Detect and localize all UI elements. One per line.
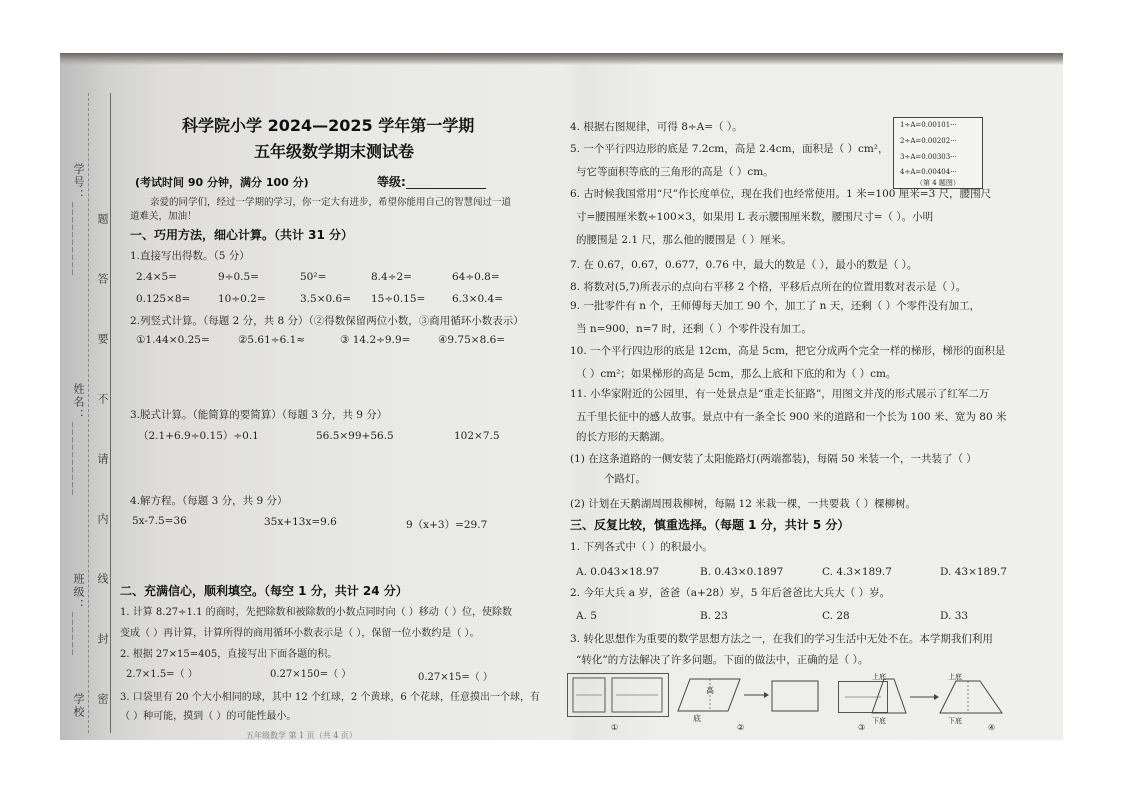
- calc-item: 3.5×0.6=: [300, 293, 351, 305]
- fill-q11-line2: 五千里长征中的感人故事。景点中有一条全长 900 米的道路和一个长为 100 米、宽为 80 米: [576, 411, 1007, 423]
- exam-title: 科学院小学 2024—2025 学年第一学期: [182, 116, 475, 135]
- binding-line: [88, 93, 90, 733]
- side-name-label: 姓名：__________: [72, 383, 85, 497]
- vertical-calc-item: ②5.61÷6.1≈: [238, 334, 306, 346]
- q4-title: 4.解方程。（每题 3 分，共 9 分）: [130, 495, 288, 507]
- pattern-line: 2÷A=0.00202···: [900, 137, 957, 145]
- figure-word: 下底: [872, 717, 886, 725]
- option-figure-4: [870, 671, 1010, 719]
- pattern-line: 3÷A=0.00303···: [900, 153, 957, 161]
- fill-q11-sub1-line1: (1) 在这条道路的一侧安装了太阳能路灯(两端都装)，每隔 50 米装一个，一共装了（ ）: [570, 453, 977, 465]
- calc-item: 9÷0.5=: [218, 271, 259, 283]
- choice-option: D. 33: [940, 610, 969, 622]
- vertical-calc-item: ①1.44×0.25=: [136, 334, 210, 346]
- pattern-caption: （第 4 题图）: [916, 179, 960, 187]
- binding-margin: [60, 53, 120, 740]
- seal-word: 封: [96, 633, 109, 646]
- fill-q11-line1: 11. 小华家附近的公园里，有一处景点是“重走长征路”，用图文并茂的形式展示了红军二万: [570, 388, 990, 400]
- choice-q3-line1: 3. 转化思想作为重要的数学思想方法之一，在我们的学习生活中无处不在。本学期我们利用: [570, 633, 993, 645]
- choice-q2: 2. 今年大兵 a 岁，爸爸（a+28）岁，5 年后爸爸比大兵大（ ）岁。: [570, 587, 891, 599]
- equation-item: 5x-7.5=36: [132, 515, 187, 527]
- calc-item: 10÷0.2=: [218, 293, 266, 305]
- seal-word: 要: [96, 333, 109, 346]
- fill-q4: 4. 根据右图规律，可得 8÷A=（ ）。: [570, 121, 743, 133]
- exam-paper: [60, 53, 1063, 740]
- fill-q9-line1: 9. 一批零件有 n 个，王师傅每天加工 90 个，加工了 n 天，还剩（ ）个零件没有加工，: [570, 300, 981, 312]
- exam-info: (考试时间 90 分钟，满分 100 分): [135, 176, 309, 189]
- figure-word: 上底: [948, 673, 962, 681]
- figure-label-1: ①: [611, 723, 619, 732]
- expression-item: 56.5×99+56.5: [316, 430, 394, 442]
- choice-q1: 1. 下列各式中（ ）的积最小。: [570, 541, 713, 553]
- part1-heading: 一、巧用方法，细心计算。（共计 31 分）: [130, 228, 354, 242]
- page-footer: 五年级数学 第 1 页（共 4 页）: [246, 731, 357, 740]
- option-figure-2: [672, 675, 822, 715]
- choice-option: D. 43×189.7: [940, 566, 1007, 578]
- fill-q2-item: 0.27×150=（ ）: [270, 669, 352, 680]
- figure-label-4: ④: [988, 723, 996, 732]
- q2-title: 2.列竖式计算。（每题 2 分，共 8 分）（②得数保留两位小数，③商用循环小数表示）: [130, 315, 524, 327]
- pattern-line: 4÷A=0.00404···: [900, 168, 957, 176]
- fill-q11-line3: 的长方形的天鹅湖。: [576, 431, 671, 443]
- fill-q11-sub2: (2) 计划在天鹅湖周围栽柳树，每隔 12 米栽一棵，一共要栽（ ）棵柳树。: [570, 498, 917, 510]
- fill-q11-sub1-line2: 个路灯。: [604, 473, 646, 485]
- fill-q1-line1: 1. 计算 8.27÷1.1 的商时，先把除数和被除数的小数点同时向（ ）移动（ ）位，使除数: [120, 607, 512, 618]
- fill-q2: 2. 根据 27×15=405，直接写出下面各题的积。: [120, 649, 338, 660]
- calc-item: 2.4×5=: [136, 271, 177, 283]
- expression-item: 102×7.5: [454, 430, 500, 442]
- seal-word: 答: [96, 273, 109, 286]
- calc-item: 8.4÷2=: [371, 271, 412, 283]
- seal-word: 请: [96, 453, 109, 466]
- fill-q5-line1: 5. 一个平行四边形的底是 7.2cm，高是 2.4cm，面积是（ ）cm²，: [570, 143, 889, 155]
- seal-line: [110, 93, 111, 733]
- calc-item: 50²=: [300, 271, 327, 283]
- choice-option: C. 28: [822, 610, 850, 622]
- fill-q7: 7. 在 0.67，0.67，0.677，0.76 中，最大的数是（ ），最小的数是（ ）。: [570, 259, 918, 271]
- vertical-calc-item: ④9.75×8.6=: [438, 334, 506, 346]
- side-number-label: 学号：__________: [72, 163, 85, 277]
- side-school-label: 学校: [72, 693, 85, 719]
- part2-heading: 二、充满信心，顺利填空。（每空 1 分，共计 24 分）: [120, 584, 408, 598]
- greeting-line-2: 道难关，加油！: [130, 211, 197, 222]
- seal-word: 密: [96, 693, 109, 706]
- calc-item: 0.125×8=: [136, 293, 191, 305]
- choice-option: A. 0.043×18.97: [576, 566, 660, 578]
- seal-word: 题: [96, 213, 109, 226]
- grade-label: 等级:: [377, 176, 486, 189]
- fill-q10-line2: （ ）cm²；如果梯形的高是 5cm，那么上底和下底的和为（ ）cm。: [576, 368, 897, 380]
- fill-q1-line2: 变成（ ）再计算，计算所得的商用循环小数表示是（ ），保留一位小数约是（ ）。: [120, 628, 480, 639]
- side-class-label: 班级：______: [72, 573, 85, 657]
- fill-q6-line1: 6. 古时候我国常用“尺”作长度单位，现在我们也经常使用。1 米=100 厘米=3 尺，腰围尺: [570, 188, 992, 200]
- figure-word: 高: [706, 686, 714, 695]
- fill-q3-line1: 3. 口袋里有 20 个大小相同的球，其中 12 个红球，2 个黄球，6 个花球，任意摸出一个球，有: [120, 692, 540, 703]
- fill-q2-item: 2.7×1.5=（ ）: [126, 669, 198, 680]
- calc-item: 6.3×0.4=: [452, 293, 503, 305]
- figure-word: 下底: [948, 717, 962, 725]
- fill-q3-line2: （ ）种可能，摸到（ ）的可能性最小。: [120, 711, 297, 722]
- choice-option: A. 5: [576, 610, 597, 622]
- figure-word: 底: [693, 714, 701, 723]
- figure-word: 上底: [872, 673, 886, 681]
- part3-heading: 三、反复比较，慎重选择。（每题 1 分，共计 5 分）: [570, 518, 850, 532]
- pattern-line: 1÷A=0.00101···: [900, 121, 957, 129]
- fill-q6-line2: 寸=腰围厘米数÷100×3，如果用 L 表示腰围厘米数，腰围尺寸=（ ）。小明: [576, 211, 934, 223]
- choice-option: B. 23: [700, 610, 728, 622]
- fill-q8: 8. 将数对(5,7)所表示的点向右平移 2 个格，平移后点所在的位置用数对表示是（ ）。: [570, 281, 967, 293]
- q1-title: 1.直接写出得数。（5 分）: [130, 250, 250, 262]
- seal-word: 内: [96, 513, 109, 526]
- equation-item: 35x+13x=9.6: [264, 516, 337, 528]
- q3-title: 3.脱式计算。（能简算的要简算）（每题 3 分，共 9 分）: [130, 409, 388, 421]
- fill-q6-line3: 的腰围是 2.1 尺，那么他的腰围是（ ）厘米。: [576, 234, 792, 246]
- choice-option: C. 4.3×189.7: [822, 566, 892, 578]
- exam-subtitle: 五年级数学期末测试卷: [254, 142, 415, 161]
- expression-item: （2.1+6.9÷0.15）÷0.1: [138, 430, 259, 442]
- greeting-line-1: 亲爱的同学们，经过一学期的学习，你一定大有进步，希望你能用自己的智慧闯过一道: [150, 197, 512, 208]
- fill-q5-line2: 与它等面积等底的三角形的高是（ ）cm。: [576, 166, 774, 178]
- figure-label-3: ③: [858, 723, 866, 732]
- figure-label-2: ②: [737, 723, 745, 732]
- option-figure-1: [567, 673, 669, 717]
- vertical-calc-item: ③ 14.2÷9.9=: [340, 334, 411, 346]
- choice-option: B. 0.43×0.1897: [700, 566, 784, 578]
- seal-word: 线: [96, 573, 109, 586]
- fill-q9-line2: 当 n=900，n=7 时，还剩（ ）个零件没有加工。: [576, 323, 812, 335]
- seal-word: 不: [96, 393, 109, 406]
- calc-item: 64÷0.8=: [452, 271, 500, 283]
- fill-q10-line1: 10. 一个平行四边形的底是 12cm，高是 5cm，把它分成两个完全一样的梯形，梯形的面积是: [570, 345, 1006, 357]
- calc-item: 15÷0.15=: [371, 293, 426, 305]
- equation-item: 9（x+3）=29.7: [406, 519, 488, 531]
- fill-q2-item: 0.27×15=（ ）: [418, 672, 493, 683]
- choice-q3-line2: “转化”的方法解决了许多问题。下面的做法中，正确的是（ ）。: [576, 654, 869, 666]
